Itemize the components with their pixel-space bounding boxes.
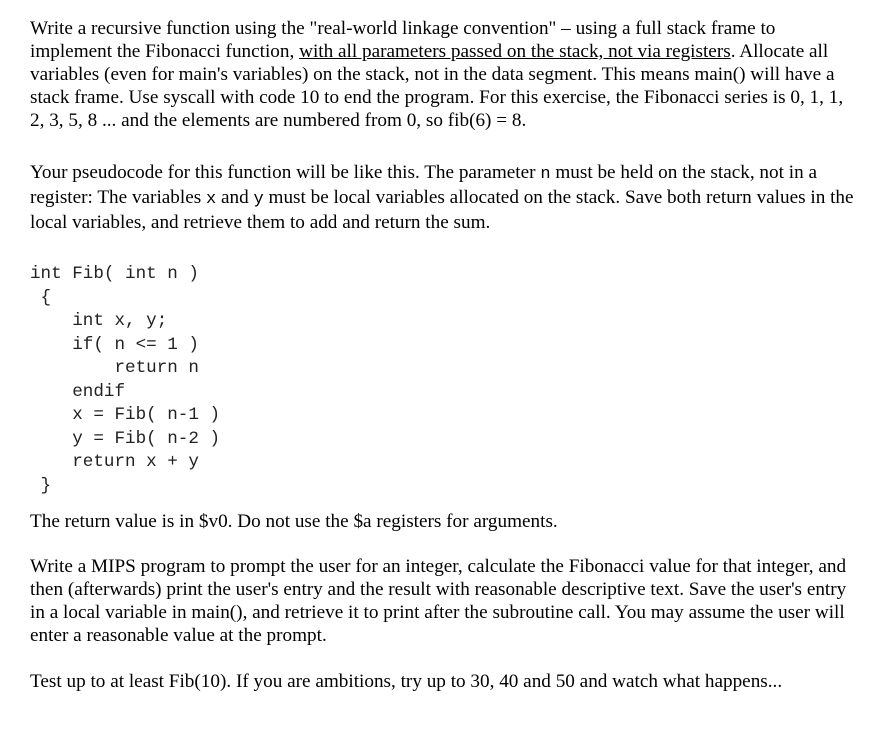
param-n-code: n: [540, 165, 551, 184]
code-line: return x + y: [30, 452, 199, 472]
intro-text-start: Write a recursive function using the "real-world linkage convention" – using a full stack frame to implement the Fibonacci function,: [30, 18, 776, 62]
code-line: if( n <= 1 ): [30, 334, 199, 355]
intro-underlined-requirement: with all parameters passed on the stack, not via registers: [299, 41, 731, 62]
assignment-document: [30, 17, 860, 693]
testing-paragraph: Test up to at least Fib(10). If you are ambitions, try up to 30, 40 and 50 and watch what happens...: [30, 671, 783, 692]
code-line: {: [30, 287, 52, 308]
code-line: int x, y;: [30, 311, 168, 331]
code-line: endif: [30, 381, 126, 402]
code-line: y = Fib( n-2 ): [30, 428, 221, 449]
pseudocode-text-3: and: [216, 187, 254, 208]
code-line: }: [30, 475, 52, 496]
var-x-code: x: [206, 190, 217, 209]
pseudocode-block: [30, 263, 860, 498]
mips-program-paragraph: Write a MIPS program to prompt the user for an integer, calculate the Fibonacci value for that integer, and then (afterwards) print the user's entry and the result with reasonable descriptive text. Save the user's entry in a local variable in main(), and retrieve it to print after the subroutine call. You may assume the user will enter a reasonable value at the prompt.: [30, 556, 847, 646]
pseudocode-text-4: must be local variables allocated on the stack. Save both return values in the local variables, and retrieve them to add and return the sum.: [30, 187, 854, 233]
return-value-paragraph: The return value is in $v0. Do not use the $a registers for arguments.: [30, 511, 558, 532]
code-line: return n: [30, 358, 199, 378]
code-line: int Fib( int n ): [30, 264, 199, 284]
pseudocode-text-1: Your pseudocode for this function will be like this. The parameter: [30, 162, 541, 183]
pseudocode-paragraph: [30, 161, 860, 234]
var-y-code: y: [253, 190, 264, 209]
code-line: x = Fib( n-1 ): [30, 405, 221, 425]
intro-paragraph: [30, 17, 860, 132]
intro-text-end: . Allocate all variables (even for main's variables) on the stack, not in the data segment. This means main() will have a stack frame. Use syscall with code 10 to end the program. For this exercise, the Fibonacci series is 0, 1, 1, 2, 3, 5, 8 ... and the elements are numbered from 0, so fib(6) = 8.: [30, 41, 844, 131]
pseudocode-text-2: must be held on the stack, not in a register: The variables: [30, 162, 817, 208]
